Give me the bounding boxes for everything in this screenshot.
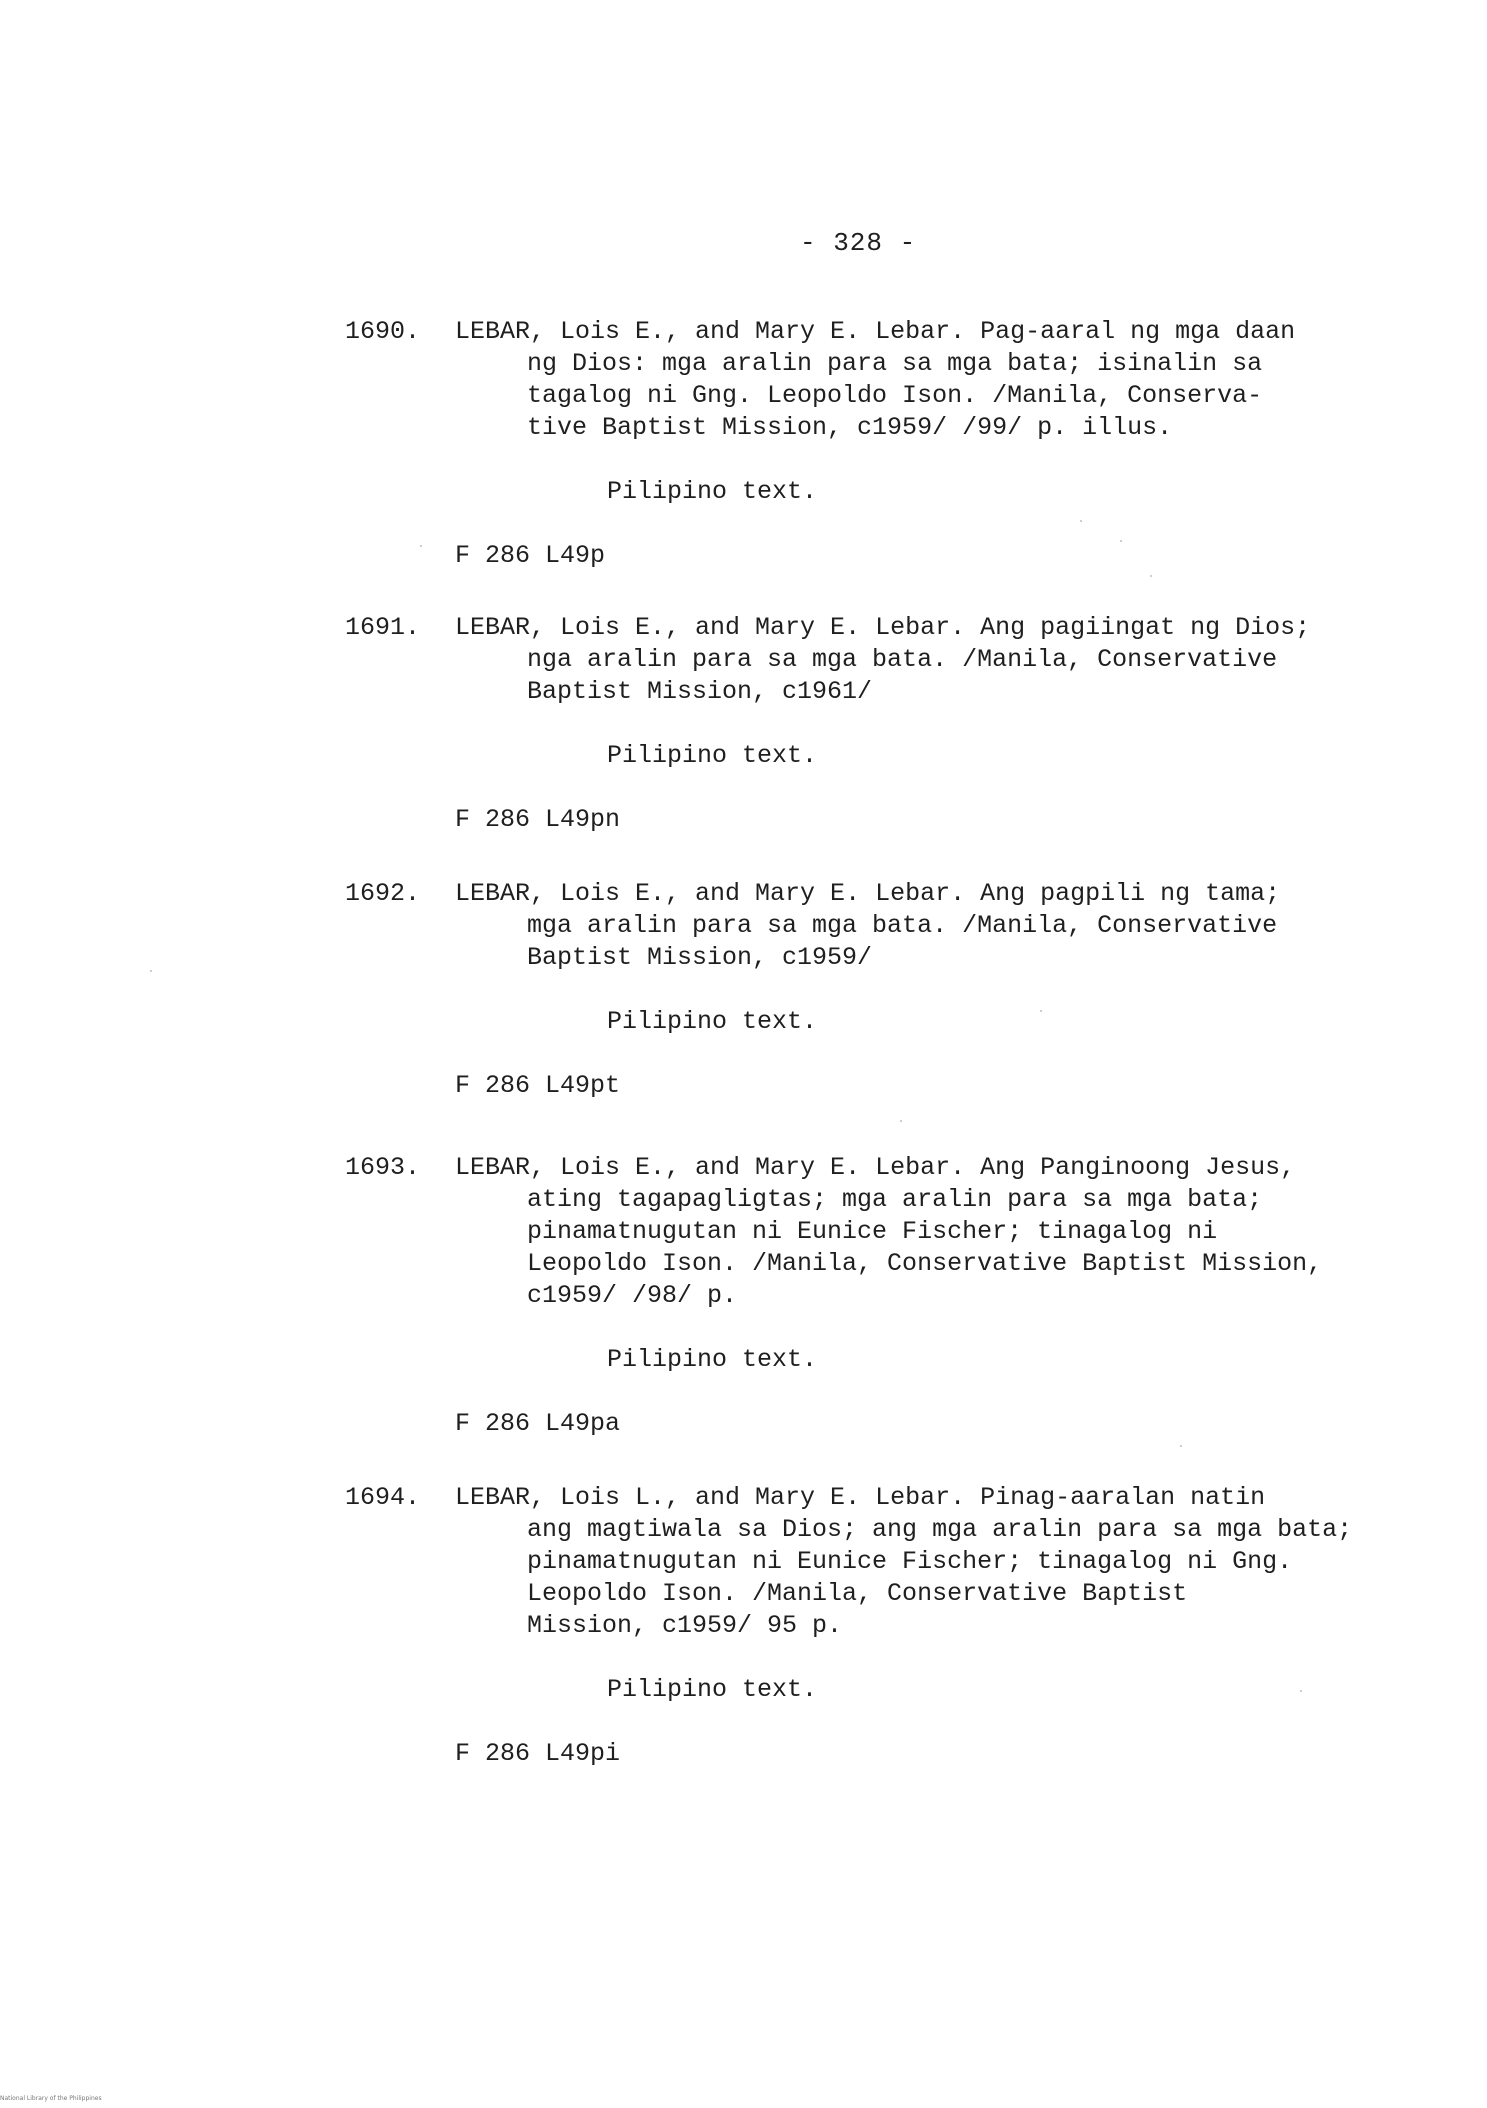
entry-number: 1692. bbox=[345, 879, 421, 908]
scan-speck bbox=[420, 545, 422, 547]
citation-line: tagalog ni Gng. Leopoldo Ison. /Manila, Conserva- bbox=[527, 381, 1263, 410]
bibliography-entry bbox=[345, 878, 1365, 1102]
entry-header bbox=[345, 1482, 1365, 1642]
entry-note: Pilipino text. bbox=[607, 1007, 818, 1036]
citation-line: tive Baptist Mission, c1959/ /99/ p. illus. bbox=[527, 413, 1173, 442]
call-number: F 286 L49pa bbox=[455, 1409, 621, 1438]
citation-line: Baptist Mission, c1961/ bbox=[527, 677, 873, 706]
entry-citation bbox=[455, 612, 1365, 708]
bibliography-entry bbox=[345, 1482, 1365, 1770]
citation-line: ng Dios: mga aralin para sa mga bata; isinalin sa bbox=[527, 349, 1263, 378]
citation-line: pinamatnugutan ni Eunice Fischer; tinagalog ni bbox=[527, 1217, 1218, 1246]
citation-line: nga aralin para sa mga bata. /Manila, Conservative bbox=[527, 645, 1278, 674]
entry-number: 1691. bbox=[345, 613, 421, 642]
entry-note: Pilipino text. bbox=[607, 1675, 818, 1704]
citation-line: LEBAR, Lois E., and Mary E. Lebar. Ang Panginoong Jesus, bbox=[455, 1153, 1296, 1182]
citation-line: Leopoldo Ison. /Manila, Conservative Baptist Mission, bbox=[527, 1249, 1323, 1278]
call-number: F 286 L49pi bbox=[455, 1739, 621, 1768]
scan-speck bbox=[1040, 1010, 1042, 1012]
entry-note: Pilipino text. bbox=[607, 1345, 818, 1374]
page-number: - 328 - bbox=[800, 228, 917, 258]
entry-number: 1690. bbox=[345, 317, 421, 346]
citation-line: LEBAR, Lois E., and Mary E. Lebar. Pag-aaral ng mga daan bbox=[455, 317, 1296, 346]
citation-line: mga aralin para sa mga bata. /Manila, Conservative bbox=[527, 911, 1278, 940]
entry-number: 1693. bbox=[345, 1153, 421, 1182]
citation-line: ating tagapagligtas; mga aralin para sa mga bata; bbox=[527, 1185, 1263, 1214]
entry-note: Pilipino text. bbox=[607, 741, 818, 770]
bibliography-entry bbox=[345, 612, 1365, 836]
entry-note: Pilipino text. bbox=[607, 477, 818, 506]
citation-line: LEBAR, Lois L., and Mary E. Lebar. Pinag-aaralan natin bbox=[455, 1483, 1266, 1512]
citation-line: ang magtiwala sa Dios; ang mga aralin para sa mga bata; bbox=[527, 1515, 1353, 1544]
citation-line: c1959/ /98/ p. bbox=[527, 1281, 738, 1310]
entry-citation bbox=[455, 1482, 1365, 1642]
call-number: F 286 L49pt bbox=[455, 1071, 621, 1100]
scan-speck bbox=[900, 1120, 902, 1122]
scan-footer: National Library of the Philippines bbox=[0, 2095, 102, 2102]
call-number: F 286 L49pn bbox=[455, 805, 621, 834]
scan-speck bbox=[1150, 575, 1152, 577]
citation-line: LEBAR, Lois E., and Mary E. Lebar. Ang pagiingat ng Dios; bbox=[455, 613, 1311, 642]
scan-speck bbox=[1080, 520, 1082, 522]
scan-speck bbox=[1300, 1690, 1302, 1692]
entry-header bbox=[345, 878, 1365, 974]
entry-citation bbox=[455, 316, 1365, 444]
entry-citation bbox=[455, 878, 1365, 974]
call-number: F 286 L49p bbox=[455, 541, 606, 570]
scan-speck bbox=[150, 970, 152, 972]
scan-speck bbox=[1120, 540, 1122, 542]
entry-header bbox=[345, 612, 1365, 708]
citation-line: pinamatnugutan ni Eunice Fischer; tinagalog ni Gng. bbox=[527, 1547, 1293, 1576]
entry-number: 1694. bbox=[345, 1483, 421, 1512]
entry-header bbox=[345, 1152, 1365, 1312]
bibliography-entry bbox=[345, 316, 1365, 572]
citation-line: Mission, c1959/ 95 p. bbox=[527, 1611, 843, 1640]
citation-line: LEBAR, Lois E., and Mary E. Lebar. Ang pagpili ng tama; bbox=[455, 879, 1281, 908]
citation-line: Baptist Mission, c1959/ bbox=[527, 943, 873, 972]
scan-speck bbox=[1180, 1445, 1182, 1447]
bibliography-entry bbox=[345, 1152, 1365, 1440]
entry-header bbox=[345, 316, 1365, 444]
entry-citation bbox=[455, 1152, 1365, 1312]
citation-line: Leopoldo Ison. /Manila, Conservative Baptist bbox=[527, 1579, 1188, 1608]
